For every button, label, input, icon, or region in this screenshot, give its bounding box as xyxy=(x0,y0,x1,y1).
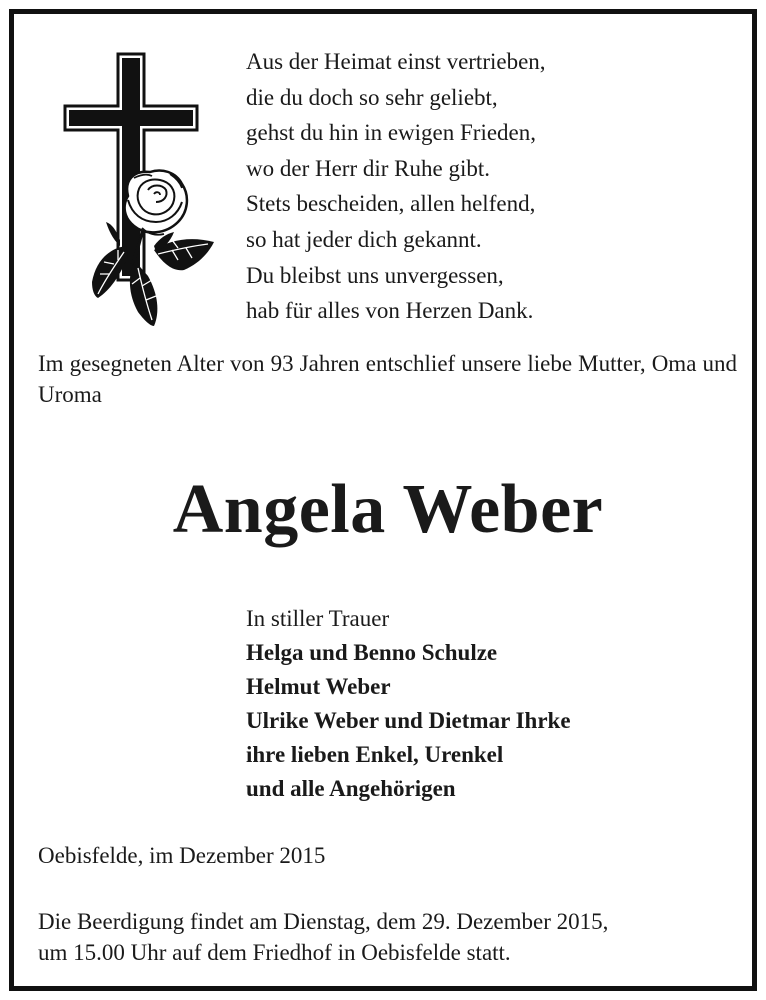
deceased-name: Angela Weber xyxy=(172,471,604,548)
funeral-line: Die Beerdigung findet am Dienstag, dem 29. Dezember 2015, xyxy=(38,909,609,934)
mourner-name: und alle Angehörigen xyxy=(246,776,456,801)
mourners-block xyxy=(246,602,726,806)
poem-line: Aus der Heimat einst vertrieben, xyxy=(246,49,546,74)
poem-line: gehst du hin in ewigen Frieden, xyxy=(246,120,537,146)
poem-line: wo der Herr dir Ruhe gibt. xyxy=(246,155,490,181)
mourner-name: ihre lieben Enkel, Urenkel xyxy=(246,742,504,767)
poem-line: Stets bescheiden, allen helfend, xyxy=(246,191,536,217)
funeral-line: um 15.00 Uhr auf dem Friedhof in Oebisfelde statt. xyxy=(38,939,511,965)
mourner-name: Helmut Weber xyxy=(246,674,391,699)
leaves-icon xyxy=(92,222,214,326)
mourner-name: Ulrike Weber und Dietmar Ihrke xyxy=(246,708,571,733)
intro-text: Im gesegneten Alter von 93 Jahren entschlief unsere liebe Mutter, Oma und Uroma xyxy=(38,351,737,407)
mourner-name: Helga und Benno Schulze xyxy=(246,640,498,665)
place-date: Oebisfelde, im Dezember 2015 xyxy=(38,843,326,868)
poem-line: Du bleibst uns unvergessen, xyxy=(246,262,504,288)
rose-icon xyxy=(125,171,187,235)
poem-line: die du doch so sehr geliebt, xyxy=(246,84,498,110)
poem-line: so hat jeder dich gekannt. xyxy=(246,226,482,252)
poem-line: hab für alles von Herzen Dank. xyxy=(246,298,534,324)
funeral-notice xyxy=(38,907,737,968)
obituary-frame xyxy=(9,9,757,991)
cross-with-rose-icon xyxy=(58,50,222,332)
mourners-heading: In stiller Trauer xyxy=(246,606,390,631)
poem xyxy=(246,44,746,329)
